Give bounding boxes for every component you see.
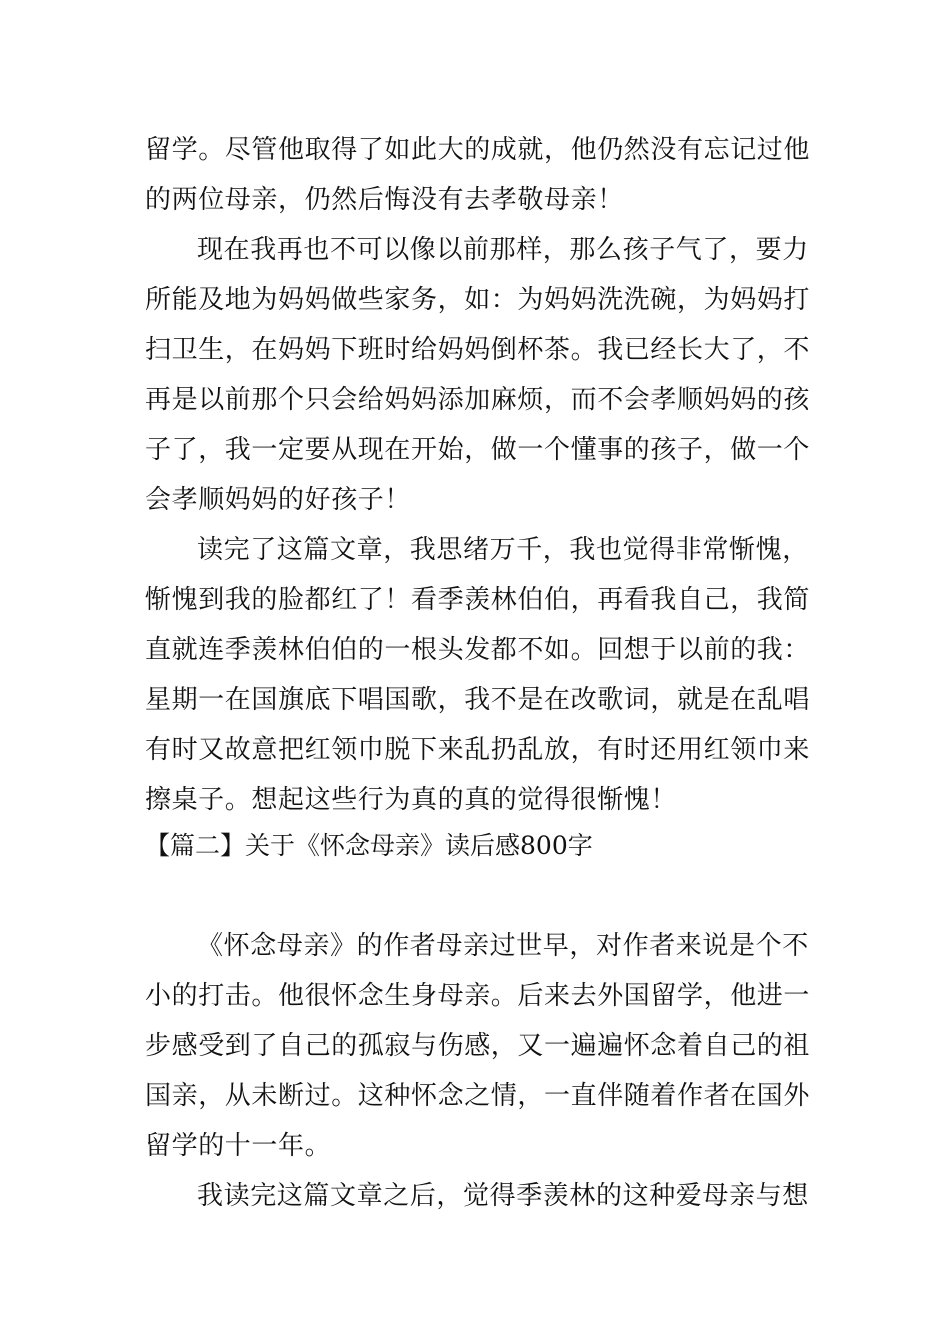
paragraph-line: 星期一在国旗底下唱国歌，我不是在改歌词，就是在乱唱 bbox=[145, 685, 811, 715]
paragraph-line: 扫卫生，在妈妈下班时给妈妈倒杯茶。我已经长大了，不 bbox=[145, 335, 811, 365]
paragraph-line: 现在我再也不可以像以前那样，那么孩子气了，要力 bbox=[197, 235, 809, 265]
paragraph-line: 的两位母亲，仍然后悔没有去孝敬母亲！ bbox=[145, 185, 624, 215]
paragraph-line: 擦桌子。想起这些行为真的真的觉得很惭愧！ bbox=[145, 785, 678, 815]
section-heading: 【篇二】关于《怀念母亲》读后感800字 bbox=[145, 831, 593, 860]
paragraph-line: 子了，我一定要从现在开始，做一个懂事的孩子，做一个 bbox=[145, 435, 811, 465]
paragraph-line: 所能及地为妈妈做些家务，如：为妈妈洗洗碗，为妈妈打 bbox=[145, 285, 811, 315]
paragraph-line: 小的打击。他很怀念生身母亲。后来去外国留学，他进一 bbox=[145, 981, 811, 1011]
paragraph-line: 步感受到了自己的孤寂与伤感，又一遍遍怀念着自己的祖 bbox=[145, 1031, 811, 1061]
paragraph-line: 留学。尽管他取得了如此大的成就，他仍然没有忘记过他 bbox=[145, 135, 811, 165]
paragraph-line: 我读完这篇文章之后，觉得季羡林的这种爱母亲与想 bbox=[197, 1181, 809, 1211]
paragraph-line: 读完了这篇文章，我思绪万千，我也觉得非常惭愧， bbox=[197, 535, 809, 565]
paragraph-line: 《怀念母亲》的作者母亲过世早，对作者来说是个不 bbox=[197, 931, 809, 961]
paragraph-line: 会孝顺妈妈的好孩子！ bbox=[145, 485, 412, 515]
paragraph-line: 有时又故意把红领巾脱下来乱扔乱放，有时还用红领巾来 bbox=[145, 735, 811, 765]
paragraph-line: 直就连季羡林伯伯的一根头发都不如。回想于以前的我： bbox=[145, 635, 811, 665]
paragraph-line: 惭愧到我的脸都红了！看季羡林伯伯，再看我自己，我简 bbox=[145, 585, 811, 615]
paragraph-line: 留学的十一年。 bbox=[145, 1131, 332, 1161]
paragraph-line: 国亲，从未断过。这种怀念之情，一直伴随着作者在国外 bbox=[145, 1081, 811, 1111]
paragraph-line: 再是以前那个只会给妈妈添加麻烦，而不会孝顺妈妈的孩 bbox=[145, 385, 811, 415]
